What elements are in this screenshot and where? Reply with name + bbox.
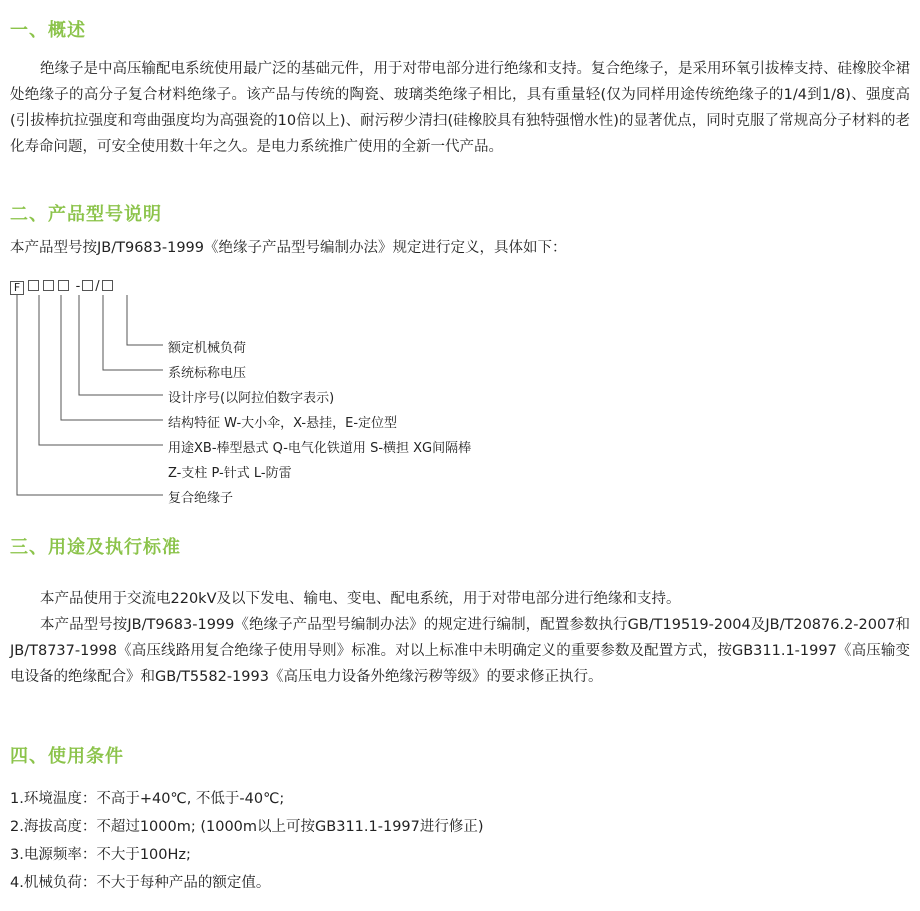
section-heading-model: 二、产品型号说明 xyxy=(10,204,162,225)
model-code-dash: - xyxy=(75,279,81,294)
model-code-letter: F xyxy=(10,281,24,295)
standards-paragraph-1: 本产品使用于交流电220kV及以下发电、输电、变电、配电系统，用于对带电部分进行绝缘和支持。 xyxy=(40,591,681,607)
standards-paragraph-2: 本产品型号按JB/T9683-1999《绝缘子产品型号编制办法》的规定进行编制，配置参数执行GB/T19519-2004及JB/T20876.2-2007和JB/T8737-1998《高压线路用复合绝缘子使用导则》标准。对以上标准中未明确定义的重要参数及配置方式，按GB311.1-1997《高压输变电设备的绝缘配合》和GB/T5582-1993《高压电力设备外绝缘污秽等级》的要求修正执行。 xyxy=(10,617,910,685)
model-item: 系统标称电压 xyxy=(168,366,247,381)
condition-item: 2.海拔高度：不超过1000m; (1000m以上可按GB311.1-1997进行修正) xyxy=(10,819,484,835)
tree-line-structure xyxy=(61,295,163,420)
tree-line-voltage xyxy=(103,295,163,370)
model-item: 用途XB-棒型悬式 Q-电气化铁道用 S-横担 XG间隔棒 xyxy=(168,441,472,456)
condition-item: 4.机械负荷：不大于每种产品的额定值。 xyxy=(10,875,271,891)
section-heading-overview: 一、概述 xyxy=(10,20,86,41)
model-code-slash: / xyxy=(95,279,100,294)
condition-item: 1.环境温度：不高于+40℃, 不低于-40℃; xyxy=(10,791,285,807)
section-heading-conditions: 四、使用条件 xyxy=(10,746,124,767)
model-item: 设计序号(以阿拉伯数字表示) xyxy=(168,391,335,406)
condition-item: 3.电源频率：不大于100Hz; xyxy=(10,847,191,863)
tree-line-rated-load xyxy=(127,295,163,345)
overview-paragraph: 绝缘子是中高压输配电系统使用最广泛的基础元件，用于对带电部分进行绝缘和支持。复合绝缘子，是采用环氧引拔棒支持、硅橡胶伞裙处绝缘子的高分子复合材料绝缘子。该产品与传统的陶瓷、玻璃类绝缘子相比，具有重量轻(仅为同样用途传统绝缘子的1/4到1/8)、强度高(引拔棒抗拉强度和弯曲强度均为高强瓷的10倍以上)、耐污秽少清扫(硅橡胶具有独特强憎水性)的显著优点，同时克服了常规高分子材料的老化寿命问题，可安全使用数十年之久。是电力系统推广使用的全新一代产品。 xyxy=(10,61,910,155)
model-item: 结构特征 W-大小伞，X-悬挂，E-定位型 xyxy=(168,416,398,431)
model-item: 额定机械负荷 xyxy=(168,341,247,356)
section-heading-standards: 三、用途及执行标准 xyxy=(10,537,181,558)
model-intro: 本产品型号按JB/T9683-1999《绝缘子产品型号编制办法》规定进行定义，具体如下： xyxy=(10,240,567,256)
model-item: 复合绝缘子 xyxy=(168,491,234,506)
model-item: Z-支柱 P-针式 L-防雷 xyxy=(168,466,292,481)
